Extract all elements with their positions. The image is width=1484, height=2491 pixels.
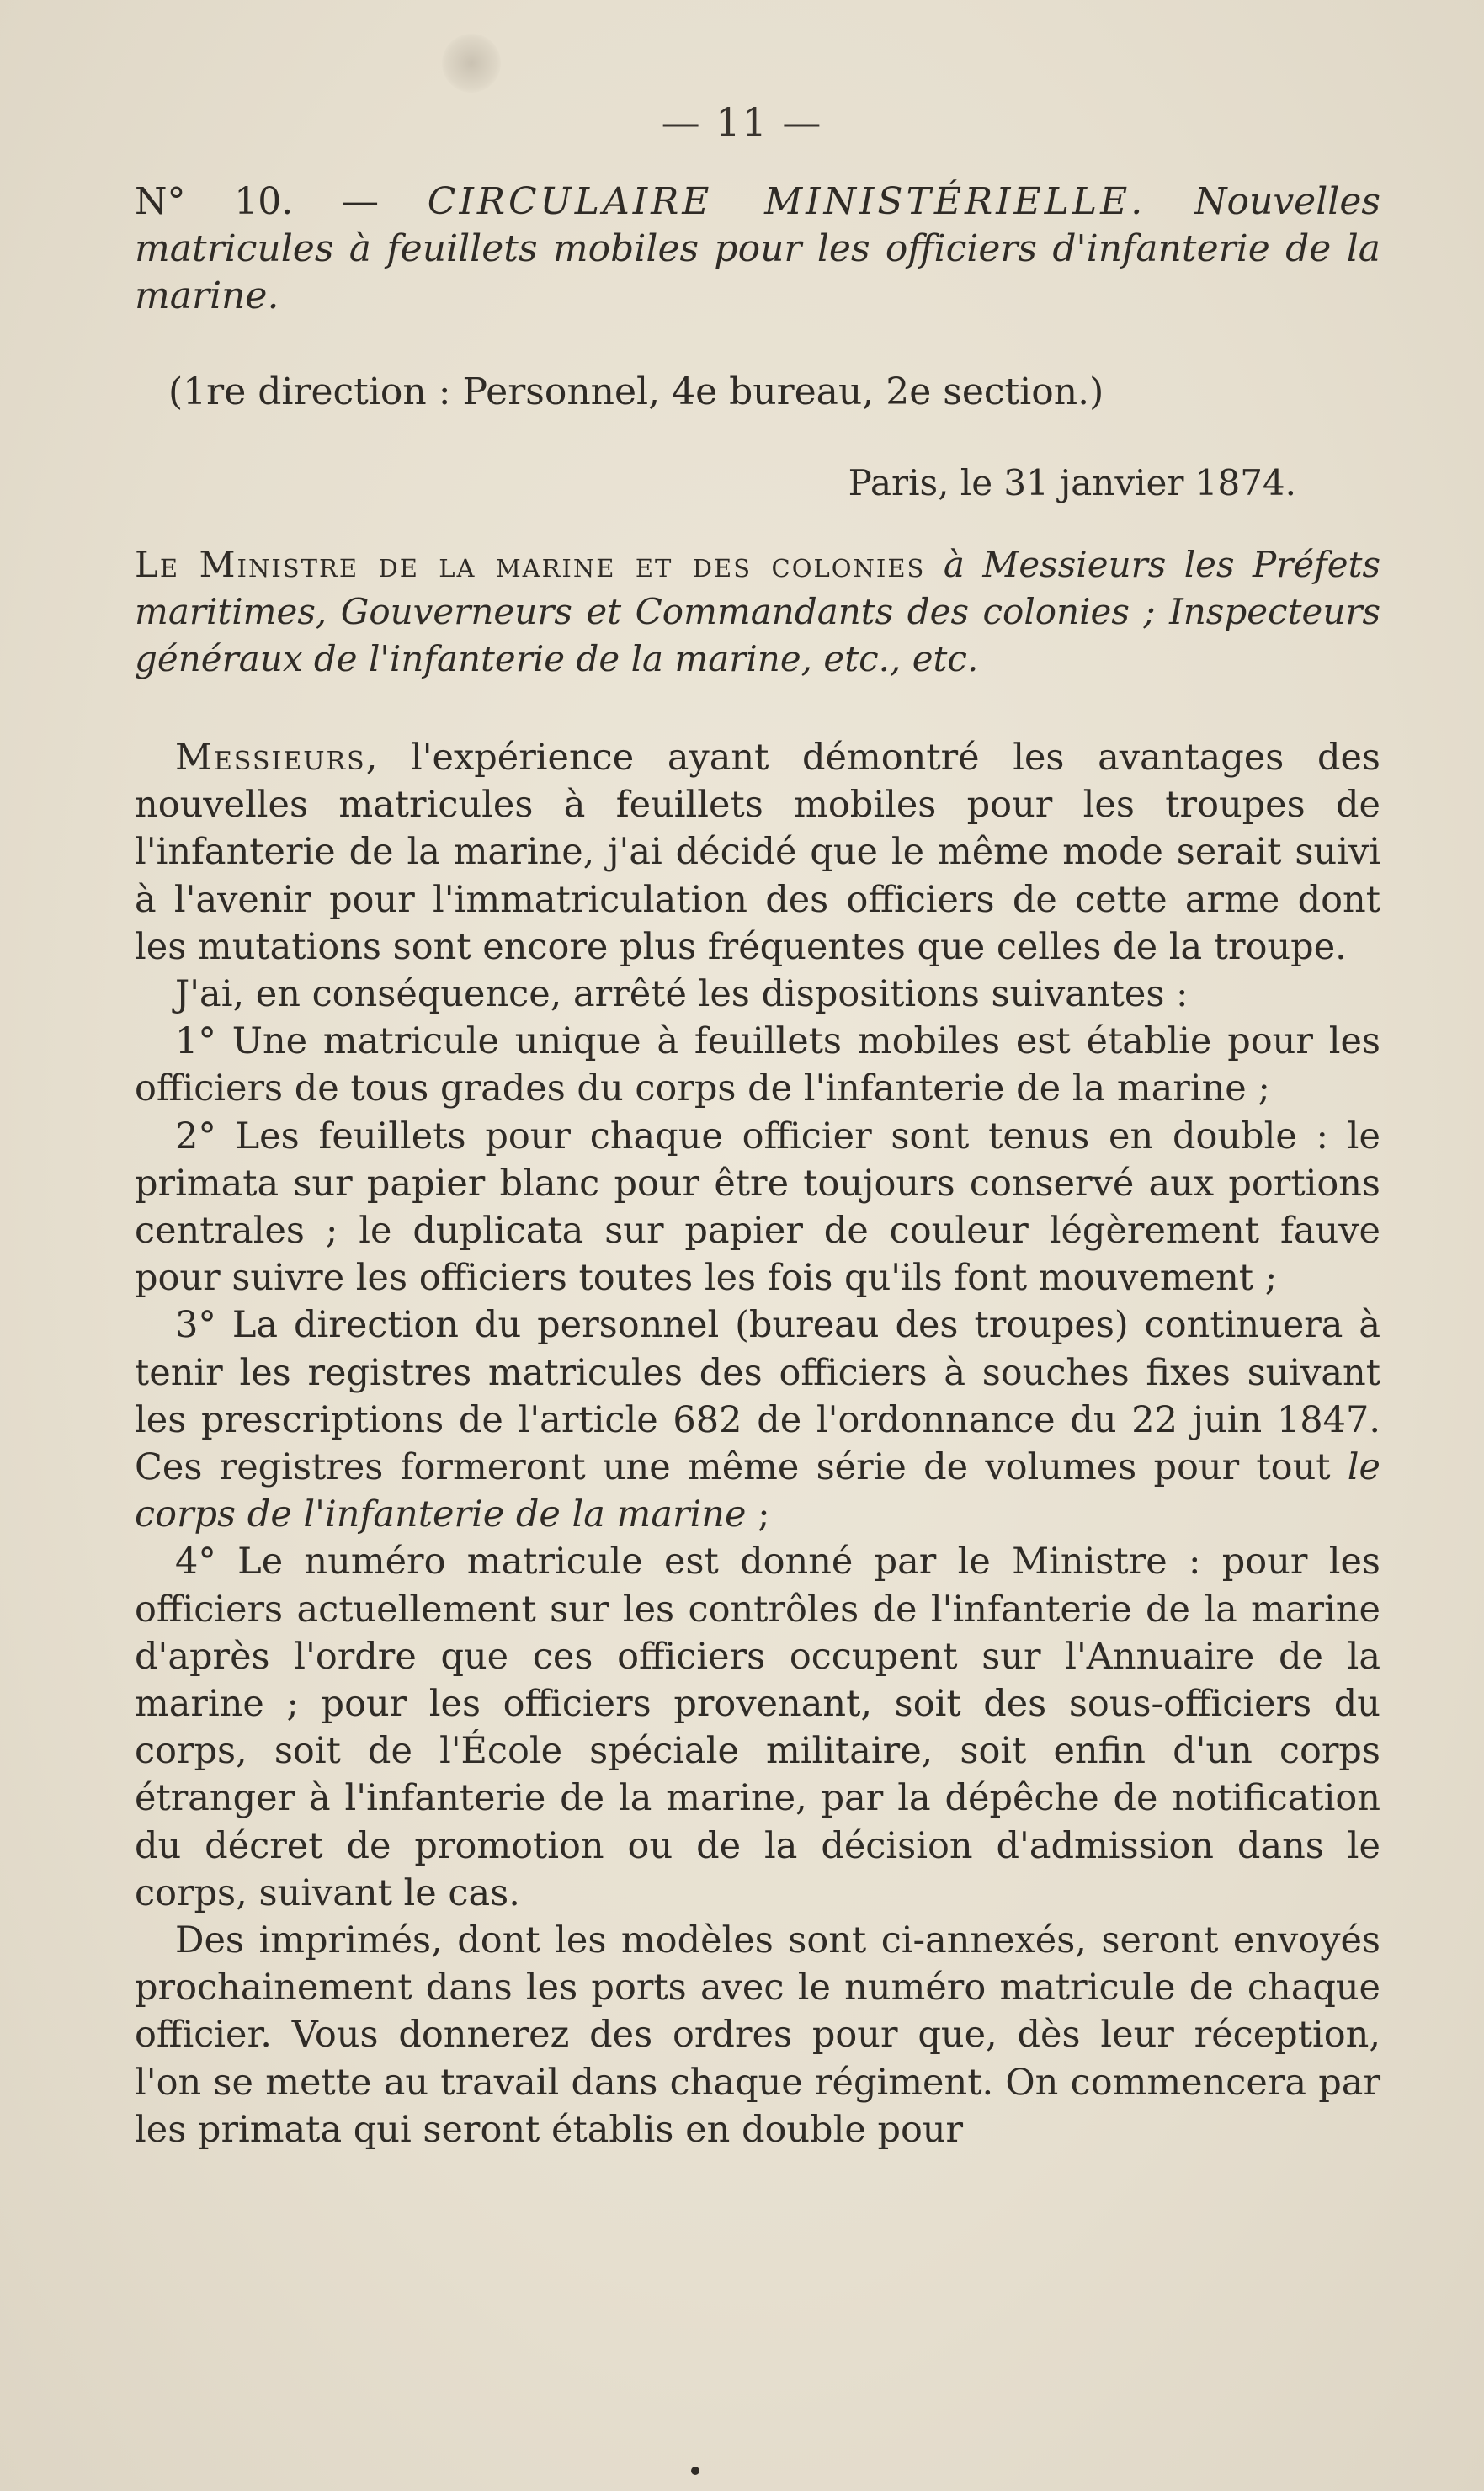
letter-body [135, 734, 1380, 2153]
paragraph-article-2: 2° Les feuillets pour chaque officier sont tenus en double : le primata sur papier blanc pour être toujours conservé aux portions centrales ; le duplicata sur papier de couleur légèrement fauve pour suivre les officiers toutes les fois qu'ils font mouvement ; [135, 1115, 1380, 1300]
paragraph-article-3-italic: le corps de l'infanterie de la marine [135, 1446, 1380, 1536]
circular-subject: Nouvelles matricules à feuillets mobiles pour les officiers d'infanterie de la marine. [135, 180, 1380, 317]
paragraph-article-3 [135, 1301, 1380, 1538]
paragraph-article-3-end: ; [746, 1493, 770, 1536]
paragraph-consequence: J'ai, en conséquence, arrêté les dispositions suivantes : [175, 973, 1189, 1016]
salutation: Messieurs [175, 737, 366, 779]
paragraph-article-3-text: 3° La direction du personnel (bureau des troupes) continuera à tenir les registres matricules des officiers à souches fixes suivant les prescriptions de l'article 682 de l'ordonnance du 22 juin 1847. Ces registres formeront une même série de volumes pour tout [135, 1304, 1380, 1489]
circular-heading: CIRCULAIRE MINISTÉRIELLE. [427, 180, 1146, 223]
recipients: à Messieurs les Préfets maritimes, Gouverneurs et Commandants des colonies ; Inspecteurs généraux de l'infanterie de la marine, etc., etc. [135, 544, 1381, 679]
paragraph-article-4: 4° Le numéro matricule est donné par le Ministre : pour les officiers actuellement sur les contrôles de l'infanterie de la marine d'après l'ordre que ces officiers occupent sur l'Annuaire de la marine ; pour les officiers provenant, soit des sous-officiers du corps, soit de l'École spéciale militaire, soit enfin d'un corps étranger à l'infanterie de la marine, par la dépêche de notification du décret de promotion ou de la décision d'admission dans le corps, suivant le cas. [135, 1541, 1380, 1914]
page-number: — 11 — [661, 99, 823, 145]
direction-line: (1re direction : Personnel, 4e bureau, 2e section.) [168, 370, 1104, 413]
sender: Le Ministre de la marine et des colonies [135, 544, 926, 585]
signature-mark [691, 2467, 699, 2475]
circular-number: N° 10. — [135, 180, 428, 223]
circular-title [135, 178, 1380, 320]
address-line [135, 541, 1380, 683]
date-line: Paris, le 31 janvier 1874. [848, 462, 1296, 503]
paper-stain [442, 34, 501, 93]
paragraph-intro-text: , l'expérience ayant démontré les avantages des nouvelles matricules à feuillets mobiles pour les troupes de l'infanterie de la marine, j'ai décidé que le même mode serait suivi à l'avenir pour l'immatriculation des officiers de cette arme dont les mutations sont encore plus fréquentes que celles de la troupe. [135, 737, 1380, 968]
paragraph-article-1: 1° Une matricule unique à feuillets mobiles est établie pour les officiers de tous grades du corps de l'infanterie de la marine ; [135, 1020, 1380, 1110]
paragraph-intro [135, 734, 1380, 971]
paragraph-printed-forms: Des imprimés, dont les modèles sont ci-annexés, seront envoyés prochainement dans les ports avec le numéro matricule de chaque officier. Vous donnerez des ordres pour que, dès leur réception, l'on se mette au travail dans chaque régiment. On commencera par les primata qui seront établis en double pour [135, 1919, 1380, 2151]
